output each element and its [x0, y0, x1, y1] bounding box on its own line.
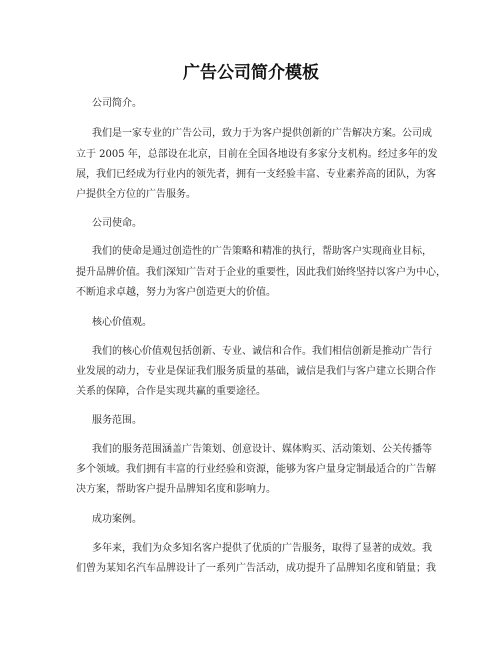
section-heading: 核心价值观。 — [92, 317, 152, 328]
section-heading: 成功案例。 — [92, 514, 142, 525]
section-heading: 服务范围。 — [92, 415, 142, 426]
paragraph-line: 关系的保障，合作是实现共赢的重要途径。 — [76, 386, 266, 397]
paragraph-line: 展，我们已经成为行业内的领先者，拥有一支经验丰富、专业素养高的团队，为客 — [76, 169, 436, 180]
paragraph-line: 户提供全方位的广告服务。 — [76, 189, 196, 200]
paragraph-line: 提升品牌价值。我们深知广告对于企业的重要性，因此我们始终坚持以客户为中心， — [76, 267, 446, 278]
document-title: 广告公司简介模板 — [183, 63, 319, 83]
section-heading: 公司使命。 — [92, 218, 142, 229]
paragraph-line: 决方案，帮助客户提升品牌知名度和影响力。 — [76, 484, 276, 495]
paragraph-line: 我们是一家专业的广告公司，致力于为客户提供创新的广告解决方案。公司成 — [92, 128, 432, 139]
paragraph-line: 不断追求卓越，努力为客户创造更大的价值。 — [76, 287, 276, 298]
paragraph-line: 我们的核心价值观包括创新、专业、诚信和合作。我们相信创新是推动广告行 — [92, 346, 432, 357]
paragraph-line: 多个领域。我们拥有丰富的行业经验和资源，能够为客户量身定制最适合的广告解 — [76, 464, 436, 475]
paragraph-line: 我们的使命是通过创造性的广告策略和精准的执行，帮助客户实现商业目标， — [92, 246, 432, 257]
section-heading: 公司简介。 — [92, 98, 142, 109]
paragraph-line: 我们的服务范围涵盖广告策划、创意设计、媒体购买、活动策划、公关传播等 — [92, 444, 432, 455]
paragraph-line: 多年来，我们为众多知名客户提供了优质的广告服务，取得了显著的成效。我 — [92, 543, 432, 554]
paragraph-line: 们曾为某知名汽车品牌设计了一系列广告活动，成功提升了品牌知名度和销量；我 — [76, 563, 436, 574]
paragraph-line: 业发展的动力，专业是保证我们服务质量的基础，诚信是我们与客户建立长期合作 — [76, 366, 436, 377]
paragraph-line: 立于 2005 年，总部设在北京，目前在全国各地设有多家分支机构。经过多年的发 — [76, 149, 438, 160]
